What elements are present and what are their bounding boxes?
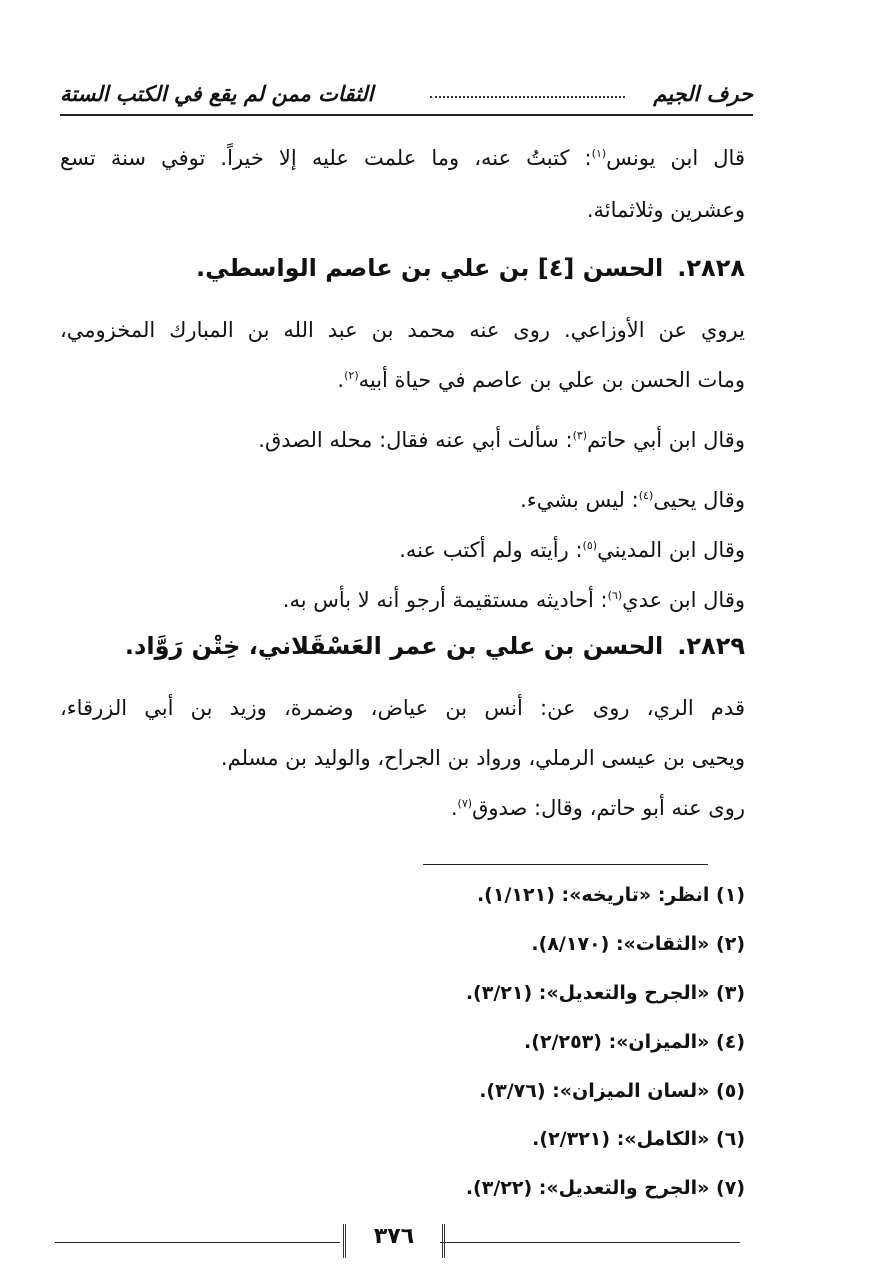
body-line: روى عنه أبو حاتم، وقال: صدوق$^{(٧)}$. (450, 796, 745, 820)
body-line: قال ابن يونس$^{(١)}$: كتبتُ عنه، وما علمت عليه إلا خيراً. توفي سنة تسع (60, 146, 745, 170)
entry-number: ٢٨٢٨. (677, 254, 745, 282)
footnote-ref: (١) (591, 147, 607, 160)
body-line: وقال ابن المديني$^{(٥)}$: رأيته ولم أكتب عنه. (399, 538, 745, 562)
footnote-ref: (٢) (344, 369, 359, 382)
header-leader-dots (430, 96, 625, 98)
footnote-ref: (٧) (457, 797, 473, 810)
footnote-ref: (٣) (572, 429, 588, 442)
body-line: ويحيى بن عيسى الرملي، ورواد بن الجراح، والوليد بن مسلم. (220, 746, 745, 770)
chapter-title: حرف الجيم (653, 82, 753, 106)
entry-heading (196, 254, 745, 282)
footnote: (٦) «الكامل»: (٢/٣٢١). (532, 1128, 745, 1150)
book-title: الثقات ممن لم يقع في الكتب الستة (60, 82, 374, 106)
footnote-separator (423, 864, 708, 865)
footnote-ref: (٦) (607, 589, 623, 602)
body-line: قدم الري، روى عن: أنس بن عياض، وضمرة، وزيد بن أبي الزرقاء، (60, 696, 745, 720)
body-line: يروي عن الأوزاعي. روى عنه محمد بن عبد الله بن المبارك المخزومي، (60, 318, 745, 342)
footnote: (٢) «الثقات»: (٨/١٧٠). (531, 933, 745, 955)
entry-title: الحسن [٤] بن علي بن عاصم الواسطي. (195, 254, 664, 282)
body-line: وقال يحيى$^{(٤)}$: ليس بشيء. (520, 488, 745, 512)
footnote: (٤) «الميزان»: (٢/٢٥٣). (524, 1031, 745, 1053)
entry-title: الحسن بن علي بن عمر العَسْقَلاني، خِتْن رَوَّاد. (124, 632, 664, 660)
body-line: وقال ابن أبي حاتم$^{(٣)}$: سألت أبي عنه فقال: محله الصدق. (258, 428, 745, 452)
running-header (60, 78, 753, 116)
footnote: (٧) «الجرح والتعديل»: (٣/٢٢). (465, 1177, 745, 1199)
body-line: وعشرين وثلاثمائة. (586, 198, 745, 222)
entry-heading (125, 632, 745, 660)
footnote: (٣) «الجرح والتعديل»: (٣/٢١). (465, 982, 745, 1004)
page-number: ٣٧٦ (343, 1224, 445, 1258)
entry-number: ٢٨٢٩. (677, 632, 745, 660)
footer-rule-right (440, 1242, 740, 1243)
body-line: ومات الحسن بن علي بن عاصم في حياة أبيه$^{(٢)}$. (337, 368, 745, 392)
footnote-ref: (٥) (582, 539, 598, 552)
footnote: (٥) «لسان الميزان»: (٣/٧٦). (479, 1080, 745, 1102)
footer-rule-left (55, 1242, 340, 1243)
body-line: وقال ابن عدي$^{(٦)}$: أحاديثه مستقيمة أرجو أنه لا بأس به. (282, 588, 745, 612)
footnote-ref: (٤) (638, 489, 654, 502)
footnote: (١) انظر: «تاريخه»: (١/١٢١). (476, 884, 745, 906)
